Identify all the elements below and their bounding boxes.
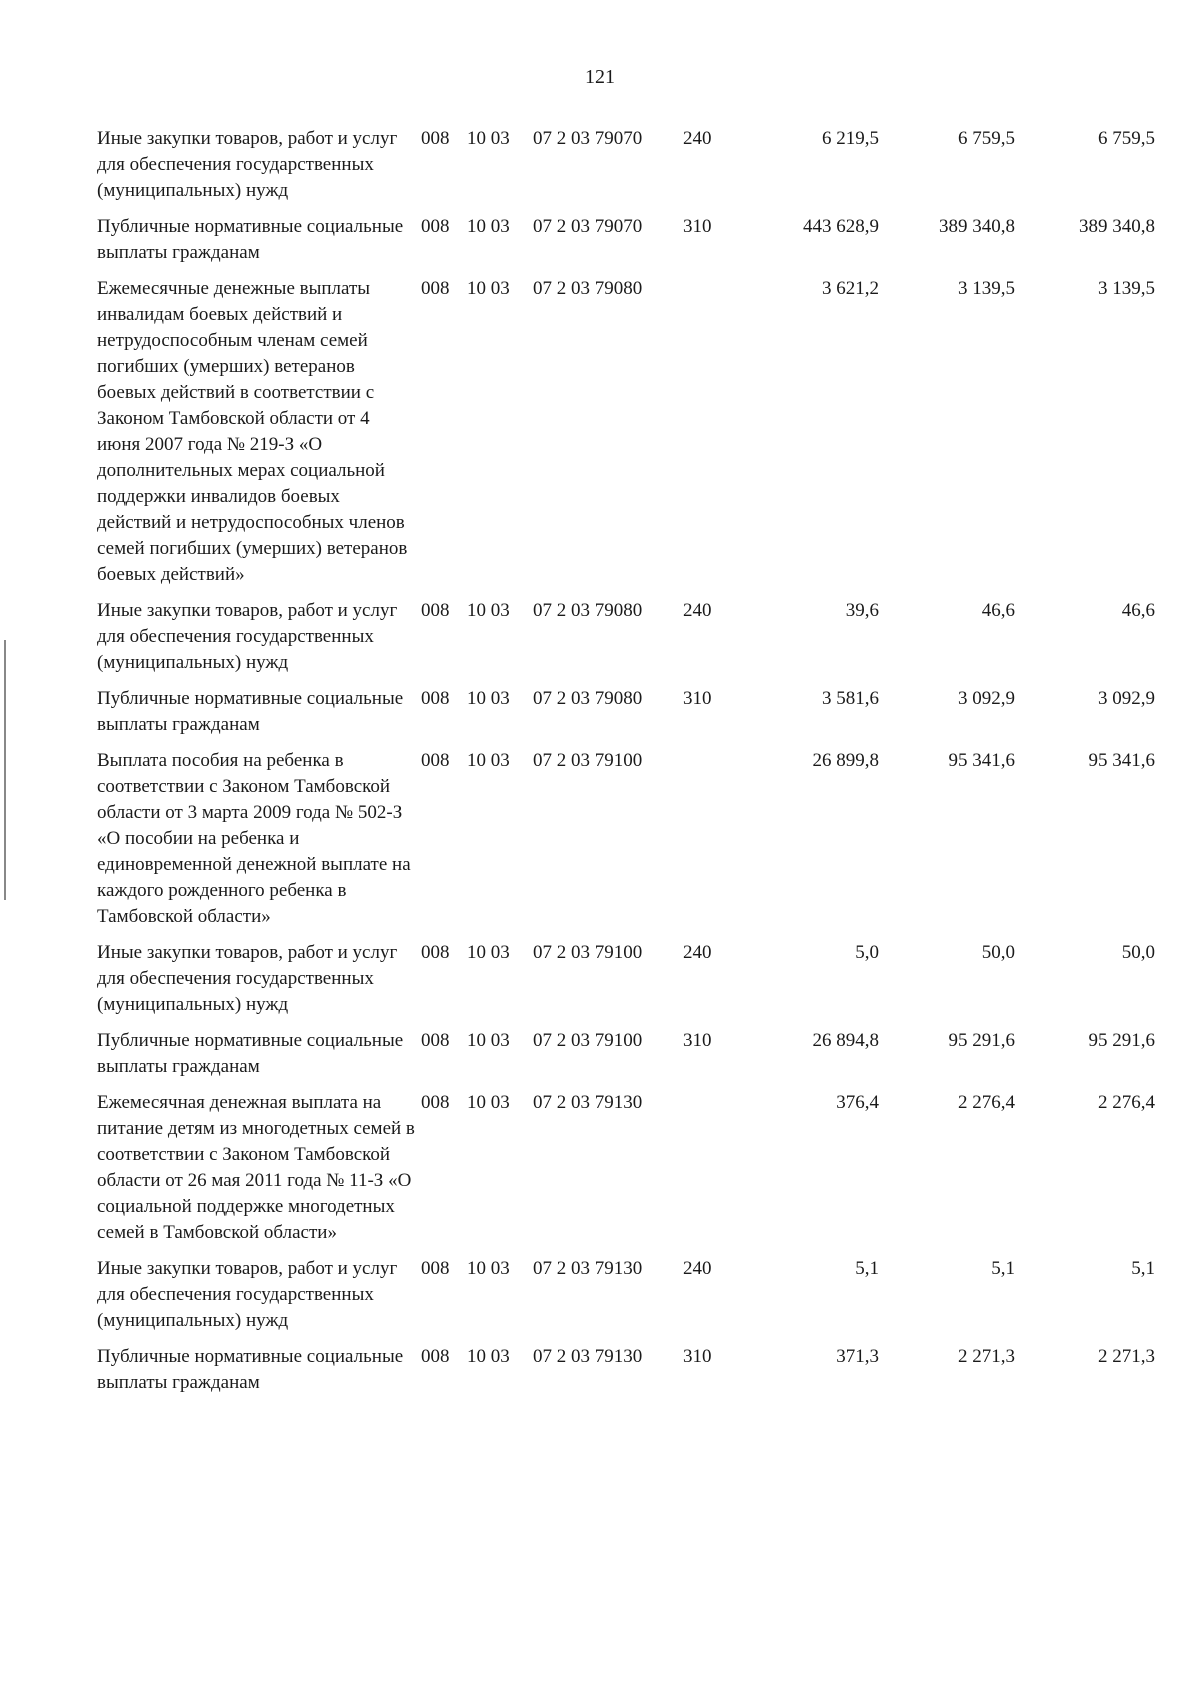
amount-year-3: 2 276,4 (1098, 1092, 1155, 1113)
target-article-code: 07 2 03 79080 (533, 688, 643, 709)
ministry-code: 008 (421, 688, 450, 709)
ministry-code: 008 (421, 1030, 450, 1051)
section-code: 10 03 (467, 1030, 510, 1051)
amount-year-3: 46,6 (1121, 600, 1155, 621)
amount-year-3: 3 092,9 (1098, 688, 1155, 709)
ministry-code: 008 (421, 128, 450, 149)
row-description: Ежемесячные денежные выплаты инвалидам боевых действий и нетрудоспособным членам семей погибших (умерших) ветеранов боевых действий в соответствии с Законом Тамбовской области от 4 июня 2007 года № 219-З «О дополнительных мерах социальной поддержки инвалидов боевых действий и нетрудоспособных членов семей погибших (умерших) ветеранов боевых действий» (97, 278, 408, 585)
amount-year-3: 389 340,8 (1079, 216, 1155, 237)
table-row (97, 276, 1177, 588)
section-code: 10 03 (467, 600, 510, 621)
target-article-code: 07 2 03 79130 (533, 1258, 643, 1279)
section-code: 10 03 (467, 1258, 510, 1279)
amount-year-2: 2 271,3 (958, 1346, 1015, 1367)
target-article-code: 07 2 03 79070 (533, 216, 643, 237)
amount-year-1: 26 894,8 (812, 1030, 879, 1051)
amount-year-2: 3 139,5 (958, 278, 1015, 299)
row-description: Иные закупки товаров, работ и услуг для обеспечения государственных (муниципальных) нужд (97, 1258, 398, 1331)
row-description: Публичные нормативные социальные выплаты гражданам (97, 1346, 404, 1393)
amount-year-3: 2 271,3 (1098, 1346, 1155, 1367)
ministry-code: 008 (421, 942, 450, 963)
row-description: Иные закупки товаров, работ и услуг для обеспечения государственных (муниципальных) нужд (97, 600, 398, 673)
target-article-code: 07 2 03 79070 (533, 128, 643, 149)
amount-year-1: 5,0 (855, 942, 879, 963)
amount-year-3: 50,0 (1121, 942, 1155, 963)
expense-type-code: 240 (683, 942, 712, 963)
row-description: Иные закупки товаров, работ и услуг для обеспечения государственных (муниципальных) нужд (97, 128, 398, 201)
amount-year-1: 5,1 (855, 1258, 879, 1279)
amount-year-3: 5,1 (1131, 1258, 1155, 1279)
budget-table (97, 126, 1177, 1406)
amount-year-1: 376,4 (836, 1092, 879, 1113)
amount-year-1: 26 899,8 (812, 750, 879, 771)
amount-year-2: 389 340,8 (939, 216, 1015, 237)
amount-year-3: 6 759,5 (1098, 128, 1155, 149)
amount-year-1: 39,6 (845, 600, 879, 621)
row-description: Публичные нормативные социальные выплаты гражданам (97, 1030, 404, 1077)
section-code: 10 03 (467, 750, 510, 771)
ministry-code: 008 (421, 216, 450, 237)
expense-type-code: 240 (683, 1258, 712, 1279)
section-code: 10 03 (467, 942, 510, 963)
amount-year-3: 3 139,5 (1098, 278, 1155, 299)
row-description: Публичные нормативные социальные выплаты гражданам (97, 688, 404, 735)
target-article-code: 07 2 03 79100 (533, 942, 643, 963)
amount-year-2: 50,0 (981, 942, 1015, 963)
table-row (97, 1028, 1177, 1080)
row-description: Публичные нормативные социальные выплаты гражданам (97, 216, 404, 263)
section-code: 10 03 (467, 216, 510, 237)
section-code: 10 03 (467, 1346, 510, 1367)
expense-type-code: 240 (683, 600, 712, 621)
table-row (97, 940, 1177, 1018)
expense-type-code: 240 (683, 128, 712, 149)
target-article-code: 07 2 03 79130 (533, 1346, 643, 1367)
row-description: Иные закупки товаров, работ и услуг для обеспечения государственных (муниципальных) нужд (97, 942, 398, 1015)
amount-year-2: 46,6 (981, 600, 1015, 621)
section-code: 10 03 (467, 278, 510, 299)
expense-type-code: 310 (683, 688, 712, 709)
ministry-code: 008 (421, 600, 450, 621)
table-row (97, 1090, 1177, 1246)
ministry-code: 008 (421, 1092, 450, 1113)
amount-year-3: 95 341,6 (1088, 750, 1155, 771)
amount-year-2: 6 759,5 (958, 128, 1015, 149)
ministry-code: 008 (421, 1258, 450, 1279)
section-code: 10 03 (467, 688, 510, 709)
expense-type-code: 310 (683, 216, 712, 237)
scan-edge-mark (4, 640, 6, 900)
amount-year-2: 2 276,4 (958, 1092, 1015, 1113)
amount-year-1: 6 219,5 (822, 128, 879, 149)
target-article-code: 07 2 03 79080 (533, 278, 643, 299)
table-row (97, 214, 1177, 266)
amount-year-2: 95 341,6 (948, 750, 1015, 771)
ministry-code: 008 (421, 1346, 450, 1367)
amount-year-3: 95 291,6 (1088, 1030, 1155, 1051)
expense-type-code: 310 (683, 1346, 712, 1367)
amount-year-2: 5,1 (991, 1258, 1015, 1279)
target-article-code: 07 2 03 79080 (533, 600, 643, 621)
row-description: Ежемесячная денежная выплата на питание детям из многодетных семей в соответствии с Законом Тамбовской области от 26 мая 2011 года № 11-З «О социальной поддержке многодетных семей в Тамбовской области» (97, 1092, 415, 1243)
section-code: 10 03 (467, 1092, 510, 1113)
table-row (97, 686, 1177, 738)
amount-year-1: 371,3 (836, 1346, 879, 1367)
amount-year-1: 3 581,6 (822, 688, 879, 709)
target-article-code: 07 2 03 79130 (533, 1092, 643, 1113)
ministry-code: 008 (421, 750, 450, 771)
table-row (97, 1256, 1177, 1334)
table-row (97, 126, 1177, 204)
expense-type-code: 310 (683, 1030, 712, 1051)
table-row (97, 598, 1177, 676)
amount-year-2: 3 092,9 (958, 688, 1015, 709)
amount-year-1: 3 621,2 (822, 278, 879, 299)
target-article-code: 07 2 03 79100 (533, 1030, 643, 1051)
target-article-code: 07 2 03 79100 (533, 750, 643, 771)
amount-year-2: 95 291,6 (948, 1030, 1015, 1051)
section-code: 10 03 (467, 128, 510, 149)
page-number: 121 (585, 66, 615, 88)
row-description: Выплата пособия на ребенка в соответствии с Законом Тамбовской области от 3 марта 2009 года № 502-З «О пособии на ребенка и единовременной денежной выплате на каждого рожденного ребенка в Тамбовской области» (97, 750, 411, 927)
amount-year-1: 443 628,9 (803, 216, 879, 237)
table-row (97, 1344, 1177, 1396)
ministry-code: 008 (421, 278, 450, 299)
table-row (97, 748, 1177, 930)
